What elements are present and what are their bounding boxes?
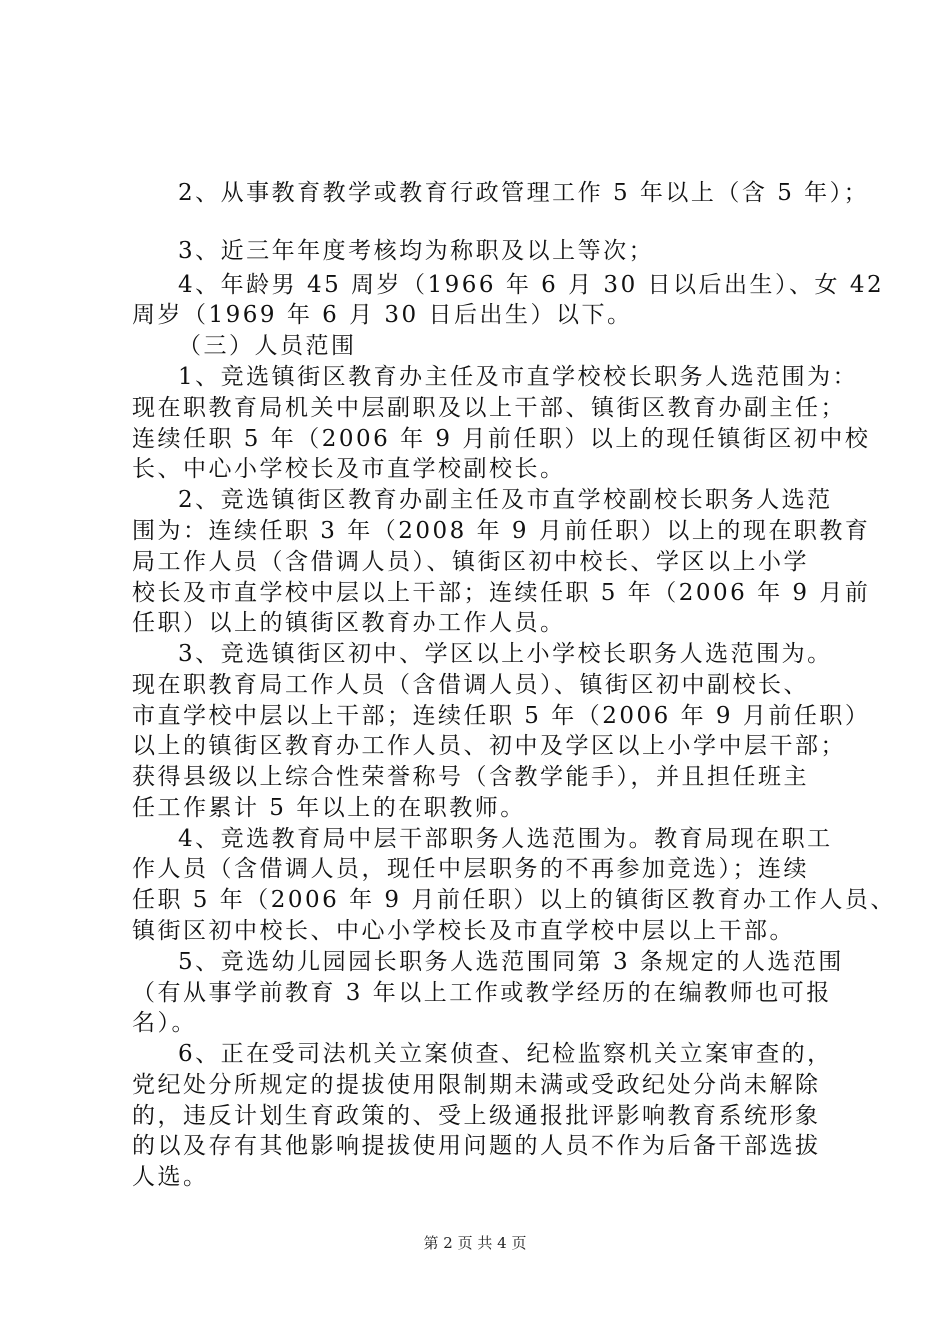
paragraph-line: 作人员（含借调人员，现任中层职务的不再参加竞选）；连续: [132, 856, 809, 882]
paragraph-line: 4、年龄男 45 周岁（1966 年 6 月 30 日以后出生）、女 42: [178, 272, 885, 298]
paragraph-line: 现在职教育局工作人员（含借调人员）、镇街区初中副校长、: [132, 672, 809, 698]
paragraph-line: 任职 5 年（2006 年 9 月前任职）以上的镇街区教育办工作人员、: [132, 887, 896, 913]
paragraph-line: 4、竞选教育局中层干部职务人选范围为。教育局现在职工: [178, 826, 833, 852]
paragraph-line: 长、中心小学校长及市直学校副校长。: [132, 456, 566, 482]
paragraph-line: 周岁（1969 年 6 月 30 日后出生）以下。: [132, 302, 633, 328]
paragraph-line: 任工作累计 5 年以上的在职教师。: [132, 795, 526, 821]
paragraph-line: 以上的镇街区教育办工作人员、初中及学区以上小学中层干部；: [132, 733, 846, 759]
paragraph-line: 任职）以上的镇街区教育办工作人员。: [132, 610, 566, 636]
paragraph-line: 围为：连续任职 3 年（2008 年 9 月前任职）以上的现在职教育: [132, 518, 871, 544]
page-footer: 第 2 页 共 4 页: [423, 1234, 527, 1252]
paragraph-line: 的以及存有其他影响提拔使用问题的人员不作为后备干部选拔: [132, 1133, 821, 1159]
paragraph-line: （有从事学前教育 3 年以上工作或教学经历的在编教师也可报: [132, 980, 832, 1006]
paragraph-line: 镇街区初中校长、中心小学校长及市直学校中层以上干部。: [132, 918, 795, 944]
paragraph-line: 的，违反计划生育政策的、受上级通报批评影响教育系统形象: [132, 1103, 821, 1129]
paragraph-line: 1、竞选镇街区教育办主任及市直学校校长职务人选范围为：: [178, 364, 859, 390]
paragraph-line: 名）。: [132, 1010, 197, 1036]
paragraph-line: 获得县级以上综合性荣誉称号（含教学能手），并且担任班主: [132, 764, 809, 790]
paragraph-line: 2、从事教育教学或教育行政管理工作 5 年以上（含 5 年）；: [178, 180, 870, 206]
paragraph-line: 连续任职 5 年（2006 年 9 月前任职）以上的现任镇街区初中校: [132, 426, 871, 452]
paragraph-line: 3、竞选镇街区初中、学区以上小学校长职务人选范围为。: [178, 641, 833, 667]
paragraph-line: 人选。: [132, 1164, 209, 1190]
paragraph-line: 5、竞选幼儿园园长职务人选范围同第 3 条规定的人选范围: [178, 949, 844, 975]
paragraph-line: 局工作人员（含借调人员）、镇街区初中校长、学区以上小学: [132, 549, 809, 575]
paragraph-line: 党纪处分所规定的提拔使用限制期未满或受政纪处分尚未解除: [132, 1072, 821, 1098]
paragraph-line: 2、竞选镇街区教育办副主任及市直学校副校长职务人选范: [178, 487, 833, 513]
section-heading: （三）人员范围: [178, 333, 357, 359]
paragraph-line: 市直学校中层以上干部；连续任职 5 年（2006 年 9 月前任职）: [132, 703, 871, 729]
paragraph-line: 现在职教育局机关中层副职及以上干部、镇街区教育办副主任；: [132, 395, 846, 421]
paragraph-line: 校长及市直学校中层以上干部；连续任职 5 年（2006 年 9 月前: [132, 580, 871, 606]
paragraph-line: 3、近三年年度考核均为称职及以上等次；: [178, 238, 655, 264]
paragraph-line: 6、正在受司法机关立案侦查、纪检监察机关立案审查的，: [178, 1041, 833, 1067]
